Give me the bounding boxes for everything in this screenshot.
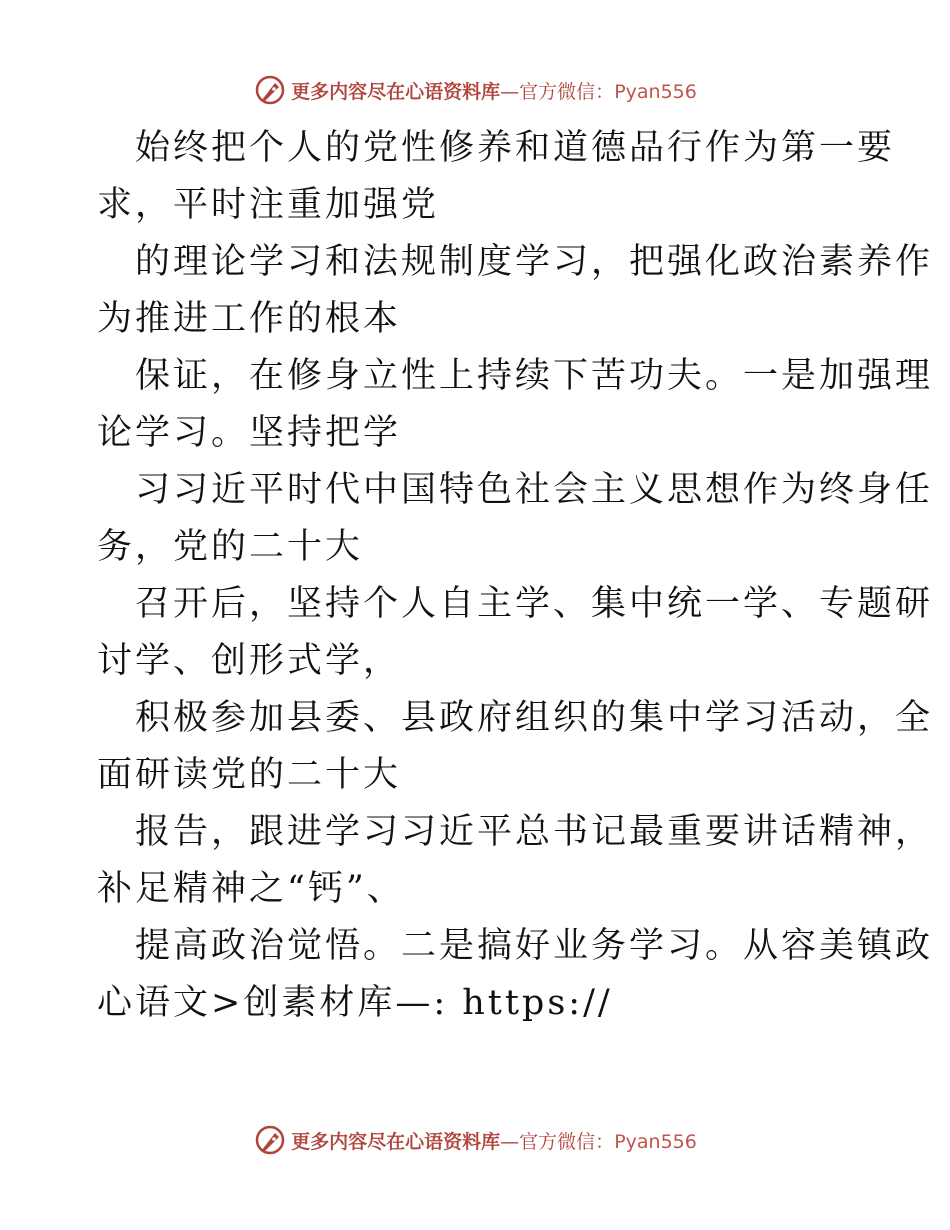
header-official-label: 官方微信： [519,80,615,103]
text-line: 保证，在修身立性上持续下苦功夫。一是加强理 [135,356,934,396]
header-text [291,77,697,104]
text-line: 务，党的二十大 [97,527,364,567]
header-dash: — [500,80,520,103]
text-line: 习习近平时代中国特色社会主义思想作为终身任 [135,470,934,510]
text-line: 报告，跟进学习习近平总书记最重要讲话精神， [135,812,934,852]
footer-brand: 更多内容尽在心语资料库 [291,1130,501,1153]
text-line: 讨学、创形式学， [97,641,402,681]
pen-nib-circle-icon [253,73,287,107]
text-line: 提高政治觉悟。二是搞好业务学习。从容美镇政 [135,926,934,966]
footer-wechat-id: Pyan556 [614,1130,697,1153]
header-brand: 更多内容尽在心语资料库 [291,80,501,103]
footer-text [291,1127,697,1154]
header-wechat-id: Pyan556 [614,80,697,103]
text-line: 积极参加县委、县政府组织的集中学习活动，全 [135,698,934,738]
pen-nib-circle-icon [253,1123,287,1157]
footer-dash: — [500,1130,520,1153]
footer-official-label: 官方微信： [519,1130,615,1153]
text-line: 为推进工作的根本 [97,299,402,339]
text-line: 面研读党的二十大 [97,755,402,795]
document-body [97,120,934,1032]
footer-banner [0,1120,950,1160]
text-line: 心语文>创素材库—: https:// [97,983,613,1023]
text-line: 的理论学习和法规制度学习，把强化政治素养作 [135,242,934,282]
text-line: 求，平时注重加强党 [97,185,440,225]
text-line: 始终把个人的党性修养和道德品行作为第一要 [135,128,896,168]
text-line: 召开后，坚持个人自主学、集中统一学、专题研 [135,584,934,624]
text-line: 补足精神之“钙”、 [97,869,405,909]
text-line: 论学习。坚持把学 [97,413,402,453]
header-banner [0,70,950,110]
